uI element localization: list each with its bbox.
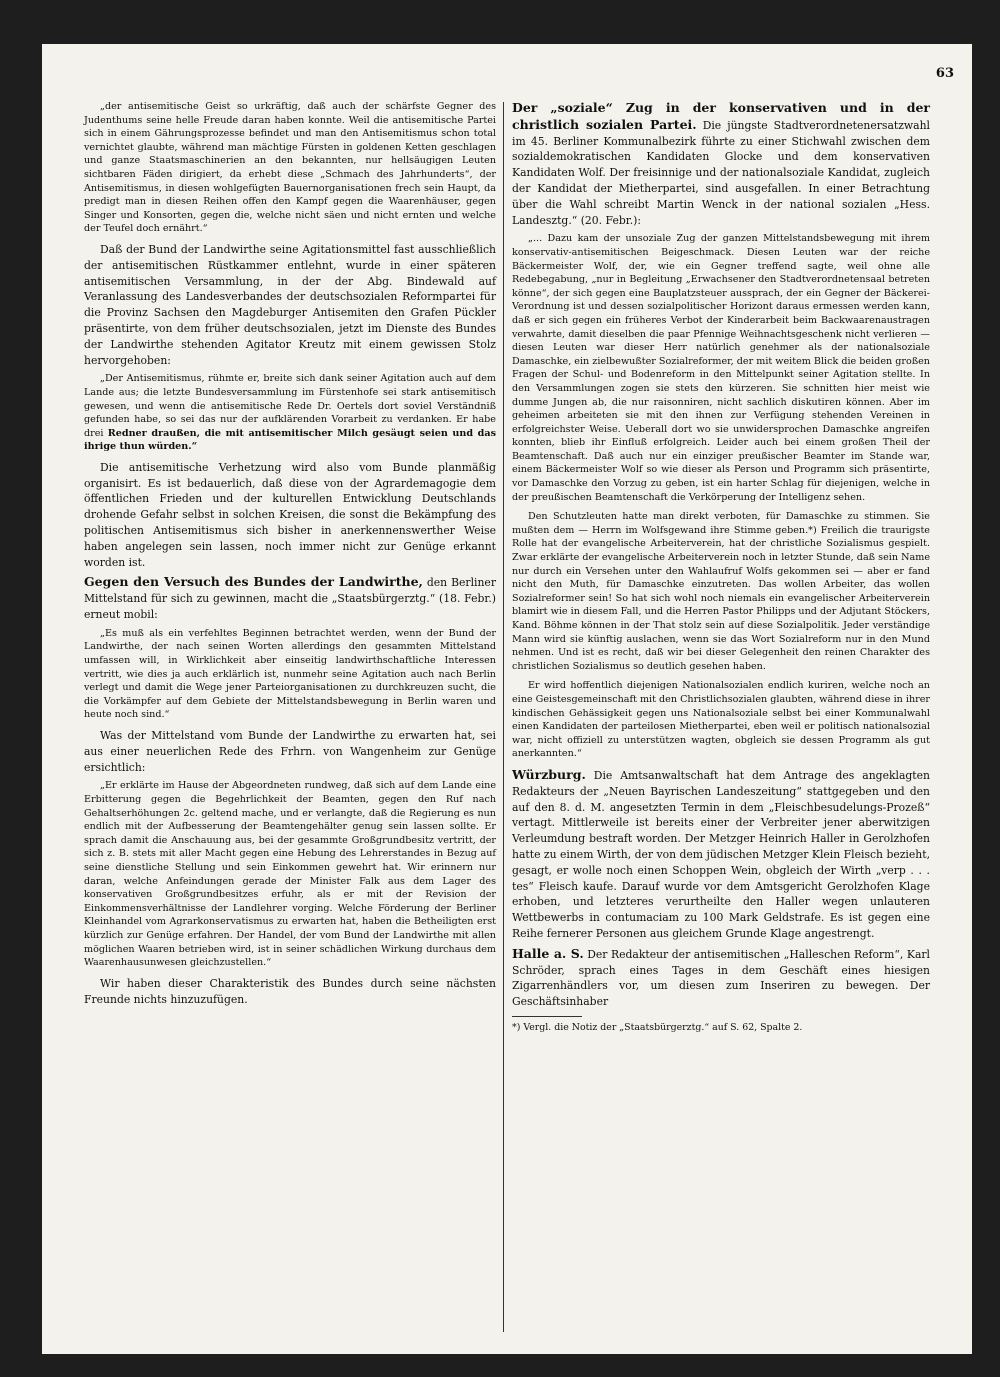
section-paragraph: [512, 946, 930, 1010]
section-text: Die Amtsanwaltschaft hat dem Antrage des angeklagten Redakteurs der „Neuen Bayrischen Landeszeitung“ stattgegeben und den auf den 8. d. M. angesetzten Termin in dem „Fleischbesudelungs-Prozeß“ vertagt. Mittlerweile ist bereits einer der Verbreiter jener aberwitzigen Verleumdung bestraft worden. Der Metzger Heinrich Haller in Gerolzhofen hatte zu einem Wirth, der von dem jüdischen Metzger Klein Fleisch bezieht, gesagt, er wolle noch einen Schoppen Wein, obgleich der Wirth „verp . . . tes“ Fleisch kaufe. Darauf wurde vor dem Amtsgericht Gerolzhofen Klage erhoben, und letzteres verurtheilte den Haller wegen unlauteren Wettbewerbs in contumaciam zu 100 Mark Geldstrafe. Es ist gegen eine Reihe fernerer Personen aus gleichem Grunde Klage angestrengt.: [512, 768, 930, 940]
footnote-rule: [512, 1016, 582, 1017]
body-paragraph: Was der Mittelstand vom Bunde der Landwirthe zu erwarten hat, sei aus einer neuerlichen Rede des Frhrn. von Wangenheim zur Genüge ersichtlich:: [84, 729, 496, 774]
quote-paragraph: Den Schutzleuten hatte man direkt verboten, für Damaschke zu stimmen. Sie mußten dem — Herrn im Wolfsgewand ihre Stimme geben.*) Freilich die traurigste Rolle hat der evangelische Arbeiterverein, hat der christliche Sozialismus gespielt. Zwar erklärte der evangelische Arbeiterverein noch in letzter Stunde, daß sein Name nur durch ein Versehen unter den Wahlaufruf Wolfs gekommen sei — aber er fand nicht den Muth, für Damaschke einzutreten. Das wollen Arbeiter, das wollen Sozialreformer sein! So hat sich wohl noch niemals ein evangelischer Arbeiterverein blamirt wie in diesem Fall, und die Herren Pastor Philipps und der Adjutant Stöckers, Kand. Böhme können in der That stolz sein auf diese Sozialpolitik. Jeder verständige Mann wird sie künftig auslachen, wenn sie das Wort Sozialreform nur in den Mund nehmen. Und ist es recht, daß wir bei dieser Gelegenheit den reinen Charakter des christlichen Sozialismus so deutlich gesehen haben.: [512, 511, 930, 672]
footnote: *) Vergl. die Notiz der „Staatsbürgerztg.“ auf S. 62, Spalte 2.: [512, 1021, 803, 1033]
section-heading: Halle a. S.: [512, 945, 584, 961]
quote-paragraph: „Er erklärte im Hause der Abgeordneten rundweg, daß sich auf dem Lande eine Erbitterung gegen die Begehrlichkeit der Beamten, gegen den Ruf nach Gehaltserhöhungen 2c. geltend mache, und er verlangte, daß die Regierung es nun endlich mit der Aufbesserung der Beamtengehälter genug sein lassen sollte. Er sprach damit die Anschauung aus, bei der gesammte Großgrundbesitz vertritt, der sich z. B. stets mit aller Macht gegen eine Hebung des Lehrerstandes in Bezug auf seine dienstliche Stellung und sein Einkommen gewehrt hat. Wir erinnern nur daran, welche Anfeindungen gerade der Minister Falk aus dem Lager des konservativen Großgrundbesitzes erfuhr, als er mit der Revision der Einkommensverhältnisse der Landlehrer vorging. Welche Förderung der Berliner Kleinhandel vom Agrarkonservatismus zu erwarten hat, haben die Betheiligten erst kürzlich zur Genüge erfahren. Der Handel, der vom Bund der Landwirthe mit allen möglichen Waaren betrieben wird, ist in seiner schädlichen Wirkung durchaus dem Waarenhausunwesen gleichzustellen.“: [84, 780, 496, 969]
page-number: 63: [935, 66, 954, 81]
right-column: [512, 100, 930, 1038]
section-text: Die jüngste Stadtverordnetenersatzwahl im 45. Berliner Kommunalbezirk führte zu einer Stichwahl zwischen dem sozialdemokratischen Kandidaten Glocke und dem konservativen Kandidaten Wolf. Der freisinnige und der nationalsoziale Kandidat, zugleich der Kandidat der Mietherpartei, sind ausgefallen. In einer Betrachtung über die Wahl schreibt Martin Wenck in der national sozialen „Hess. Landesztg.“ (20. Febr.):: [512, 118, 930, 227]
left-column: [84, 100, 496, 1011]
quote-paragraph: „der antisemitische Geist so urkräftig, daß auch der schärfste Gegner des Judenthums seine helle Freude daran haben konnte. Weil die antisemitische Partei sich in einem Gährungsprozesse befindet und man den Antisemitismus schon total vernichtet glaubte, während man mächtige Fürsten in goldenen Ketten geschlagen und ganze Staatsmaschinerien an den bekannten, nur hellsäugigen Leuten sichtbaren Fäden dirigiert, da erhebt diese „Schmach des Jahrhunderts“, der Antisemitismus, in diesen wohlgefügten Bauernorganisationen frech sein Haupt, da predigt man in diesen Reihen offen den Kampf gegen die Waarenhäuser, gegen Singer und Konsorten, gegen die, welche nicht säen und nicht ernten und welche der Teufel doch ernährt.“: [84, 101, 496, 235]
body-paragraph: Daß der Bund der Landwirthe seine Agitationsmittel fast ausschließlich der antisemitischen Rüstkammer entlehnt, wurde in einer späteren antisemitischen Versammlung, in der der Abg. Bindewald auf Veranlassung des Landesverbandes der deutschsozialen Reformpartei für die Provinz Sachsen den Magdeburger Antisemiten den Grafen Pückler präsentirte, von dem früher deutschsozialen, jetzt im Dienste des Bundes der Landwirthe stehenden Agitator Kreutz mit einem gewissen Stolz hervorgehoben:: [84, 242, 496, 367]
body-paragraph: Wir haben dieser Charakteristik des Bundes durch seine nächsten Freunde nichts hinzuzufügen.: [84, 976, 496, 1006]
section-heading: Der „soziale“ Zug in der konservativen und in der christlich sozialen Partei.: [512, 100, 930, 132]
section-text: Der Redakteur der antisemitischen „Halleschen Reform“, Karl Schröder, sprach eines Tages in dem Geschäft eines hiesigen Zigarrenhändlers vor, um diesen zum Inseriren zu bewegen. Der Geschäftsinhaber: [512, 947, 930, 1009]
quote-paragraph: [84, 372, 496, 454]
section-heading: Würzburg.: [512, 766, 586, 782]
body-paragraph: Die antisemitische Verhetzung wird also vom Bunde planmäßig organisirt. Es ist bedauerlich, daß diese von der Agrardemagogie dem öffentlichen Frieden und der kulturellen Entwicklung Deutschlands drohende Gefahr selbst in solchen Kreisen, die sonst die Bekämpfung des politischen Antisemitismus sich bisher in anerkennenswerther Weise haben angelegen sein lassen, noch immer nicht zur Genüge erkannt worden ist.: [84, 460, 496, 569]
section-heading: Gegen den Versuch des Bundes der Landwirthe,: [84, 574, 423, 590]
section-paragraph: [84, 574, 496, 622]
column-divider: [503, 102, 504, 1332]
quote-paragraph: Er wird hoffentlich diejenigen Nationalsozialen endlich kuriren, welche noch an eine Geistesgemeinschaft mit den Christlichsozialen glaubten, während diese in ihrer kindischen Gehässigkeit gegen uns Nationalsoziale selbst bei einer Kommunalwahl einen Kandidaten der parteilosen Mietherpartei, eben weil er politisch nationalsozial war, nicht offiziell zu unterstützen wagten, obgleich sie dessen Programm als gut anerkannten.“: [512, 680, 930, 760]
quote-bold-text: Redner draußen, die mit antisemitischer Milch gesäugt seien und das ihrige thun würden.“: [84, 427, 496, 453]
quote-paragraph: „... Dazu kam der unsoziale Zug der ganzen Mittelstandsbewegung mit ihrem konservativ-antisemitischen Beigeschmack. Diesen Leuten war der reiche Bäckermeister Wolf, der, wie ein Gegner treffend sagte, weil ohne alle Redebegabung, „nur in Begleitung „Erwachsener den Stadtverordnetensaal betreten könne“, der sich gegen eine Bauplatzsteuer aussprach, der ein Gegner der Bäckerei-Verordnung ist und dessen sozialpolitischer Horizont daraus ermessen werden kann, daß er sich gegen ein früheres Verbot der Kinderarbeit beim Backwaarenaustragen verwahrte, damit dieselben die paar Pfennige Weihnachtsgeschenk nicht verlieren — diesen Leuten war dieser Herr natürlich genehmer als der nationalsoziale Damaschke, ein zielbewußter Sozialreformer, der mit weitem Blick die beiden großen Fragen der Schul- und Bodenreform in den Mittelpunkt seiner Agitation stellte. In den Versammlungen zogen sie stets den kürzeren. Sie schnitten hier meist wie dumme Jungen ab, die nur raisonniren, nicht sachlich diskutiren können. Aber im geheimen arbeiteten sie mit den ihnen zur Verfügung stehenden Vereinen in erfolgreichster Weise. Ueberall dort wo sie unwidersprochen Damaschke angreifen konnten, blieb ihr Einfluß erfolgreich. Leider auch bei einem großen Theil der Beamtenschaft. Daß auch nur ein einziger preußischer Beamter im Stande war, einem Bäckermeister Wolf so wie dieser als Person und Programm sich präsentirte, vor Damaschke den Vorzug zu geben, ist ein harter Schlag für diejenigen, welche in der preußischen Beamtenschaft die Verkörperung der Intelligenz sehen.: [512, 233, 930, 503]
quote-text: „Der Antisemitismus, rühmte er, breite sich dank seiner Agitation auch auf dem Lande aus; die letzte Bundesversammlung im Fürstenhofe sei stark antisemitisch gewesen, und wenn die antisemitische Rede Dr. Oertels dort soviel Verständniß gefunden habe, so sei das nur der aufklärenden Vorarbeit zu verdanken. Er habe drei: [84, 373, 496, 439]
section-paragraph: [512, 767, 930, 942]
section-paragraph: [512, 100, 930, 228]
newspaper-page: [42, 44, 972, 1354]
quote-paragraph: „Es muß als ein verfehltes Beginnen betrachtet werden, wenn der Bund der Landwirthe, der nach seinen Worten allerdings den gesammten Mittelstand umfassen will, in Wirklichkeit aber einseitig landwirthschaftliche Interessen vertritt, wie dies ja auch erklärlich ist, nunmehr seine Agitation auch nach Berlin verlegt und damit die Wege jener Parteiorganisationen zu durchkreuzen sucht, die die Vorkämpfer auf dem Gebiete der Mittelstandsbewegung in Berlin waren und heute noch sind.“: [84, 627, 496, 721]
section-text: den Berliner Mittelstand für sich zu gewinnen, macht die „Staatsbürgerztg.“ (18. Febr.) erneut mobil:: [84, 576, 496, 622]
